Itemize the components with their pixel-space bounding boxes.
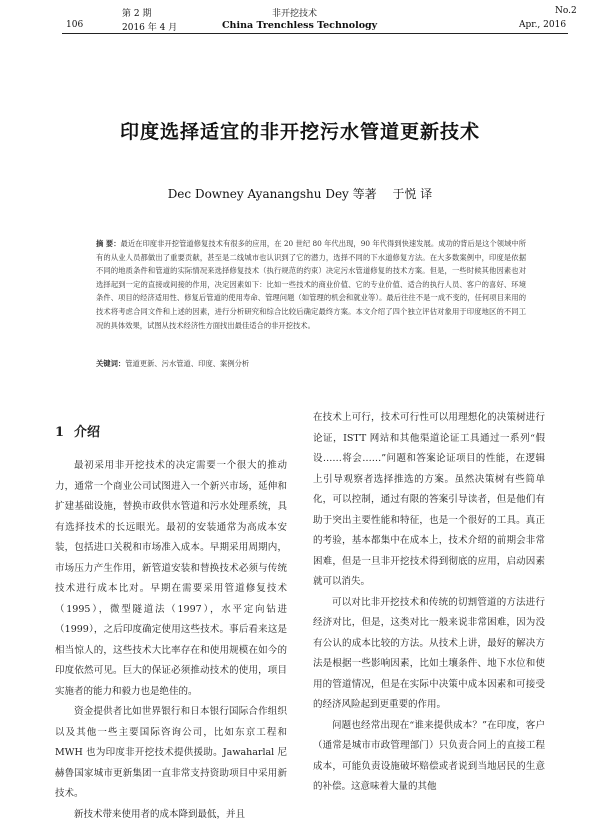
paragraph: 新技术带来使用者的成本降到最低，并且 <box>55 805 287 825</box>
translator: 于悦 译 <box>392 187 432 201</box>
article-title: 印度选择适宜的非开挖污水管道更新技术 <box>0 117 600 144</box>
section-title: 介绍 <box>74 425 100 440</box>
header-date-cn: 2016 年 4 月 <box>122 20 177 33</box>
header-page-number: 106 <box>66 20 83 30</box>
keywords <box>96 359 526 369</box>
abstract-label: 摘 要： <box>96 239 121 248</box>
keywords-label: 关键词： <box>96 359 125 368</box>
header-month-en: Apr., 2016 <box>519 20 566 30</box>
header-rule <box>62 33 568 34</box>
authors: Dec Downey Ayanangshu Dey 等著 <box>168 187 377 201</box>
header-journal-cn: 非开挖技术 <box>272 6 317 19</box>
abstract <box>96 237 526 332</box>
header-number: No.2 <box>555 6 577 16</box>
author-line <box>0 185 600 202</box>
paragraph: 可以对比非开挖技术和传统的切割管道的方法进行经济对比，但是，这类对比一般来说非常困难，因为没有公认的成本比较的方法。从技术上讲，最好的解决方法是根据一些影响因素，比如土壤条件、地下水位和使用的管道情况，但是在实际中决策中成本因素和可接受的经济风险起到更重要的作用。 <box>313 593 545 716</box>
paragraph: 资金提供者比如世界银行和日本银行国际合作组织以及其他一些主要国际咨询公司，比如东京工程和 MWH 也为印度非开挖技术提供援助。Jawaharlal 尼赫鲁国家城市更新集团一直非常支持资助项目中采用新技术。 <box>55 702 287 805</box>
section-heading <box>55 423 287 443</box>
paragraph: 最初采用非开挖技术的决定需要一个很大的推动力，通常一个商业公司试图进入一个新兴市场，延伸和扩建基础设施，替换市政供水管道和污水处理系统，具有选择技术的长远眼光。最初的安装通常为高成本安装，包括进口关税和市场准入成本。早期采用周期内，市场压力产生作用，新管道安装和替换技术必须与传统技术进行成本比对。早期在需要采用管道修复技术（1995），微型隧道法（1997），水平定向钻进（1999），之后印度确定使用这些技术。事后看来这是相当惊人的，这些技术大比率存在和使用规模在如今的印度依然可见。巨大的保证必须推动技术的使用，项目实施者的能力和毅力也是绝佳的。 <box>55 456 287 702</box>
abstract-text: 最近在印度非开挖管道修复技术有很多的应用，在 20 世纪 80 年代出现，90 年代得到快速发展。成功的背后是这个领域中所有的从业人员都做出了重要贡献，甚至是二线城市也认识到了它的潜力，选择不同的下水道修复方法。在大多数案例中，印度是依据不同的地质条件和管道的实际情况来选择修复技术（执行规范的约束）决定污水管道修复的技术方案。但是，一些时候其他因素也对选择起到一定的直接或间接的作用，决定因素如下：比如一些技术的商业价值、它的专业价值、适合的执行人员、客户的喜好、环境条件、项目的经济适用性、修复后管道的使用寿命、管理问题（如管理的机会和就业等）。最后往往不是一成不变的，任何项目来用的技术将考虑合同文件和上述的因素，进行分析研究和综合比较后确定最终方案。本文介绍了四个独立评估对象用于印度地区的不同工况的具体效果，试图从技术经济性方面找出最佳适合的非开挖技术。 <box>96 239 526 330</box>
paragraph: 问题也经常出现在“谁来提供成本？”在印度，客户（通常是城市市政管理部门）只负责合同上的直接工程成本，可能负责设施破坏赔偿或者说到当地居民的生意的补偿。这意味着大量的其他 <box>313 716 545 798</box>
body-column-right <box>313 408 545 798</box>
header-journal-en: China Trenchless Technology <box>222 20 377 31</box>
section-number: 1 <box>55 425 64 440</box>
header-issue: 第 2 期 <box>122 6 151 19</box>
keywords-text: 管道更新、污水管道、印度、案例分析 <box>125 359 249 368</box>
body-column-left <box>55 423 287 825</box>
paragraph: 在技术上可行，技术可行性可以用理想化的决策树进行论证，ISTT 网站和其他渠道论证工具通过一系列“假设……将会……”问题和答案论证项目的性能，在逻辑上引导观察者选择推选的方案。虽然决策树有些简单化，可以控制，通过有限的答案引导读者，但是他们有助于突出主要性能和特征，也是一个很好的工具。真正的考验，基本都集中在成本上，技术介绍的前期会非常困难，但是一旦非开挖技术得到彻底的应用，启动因素就可以消失。 <box>313 408 545 593</box>
